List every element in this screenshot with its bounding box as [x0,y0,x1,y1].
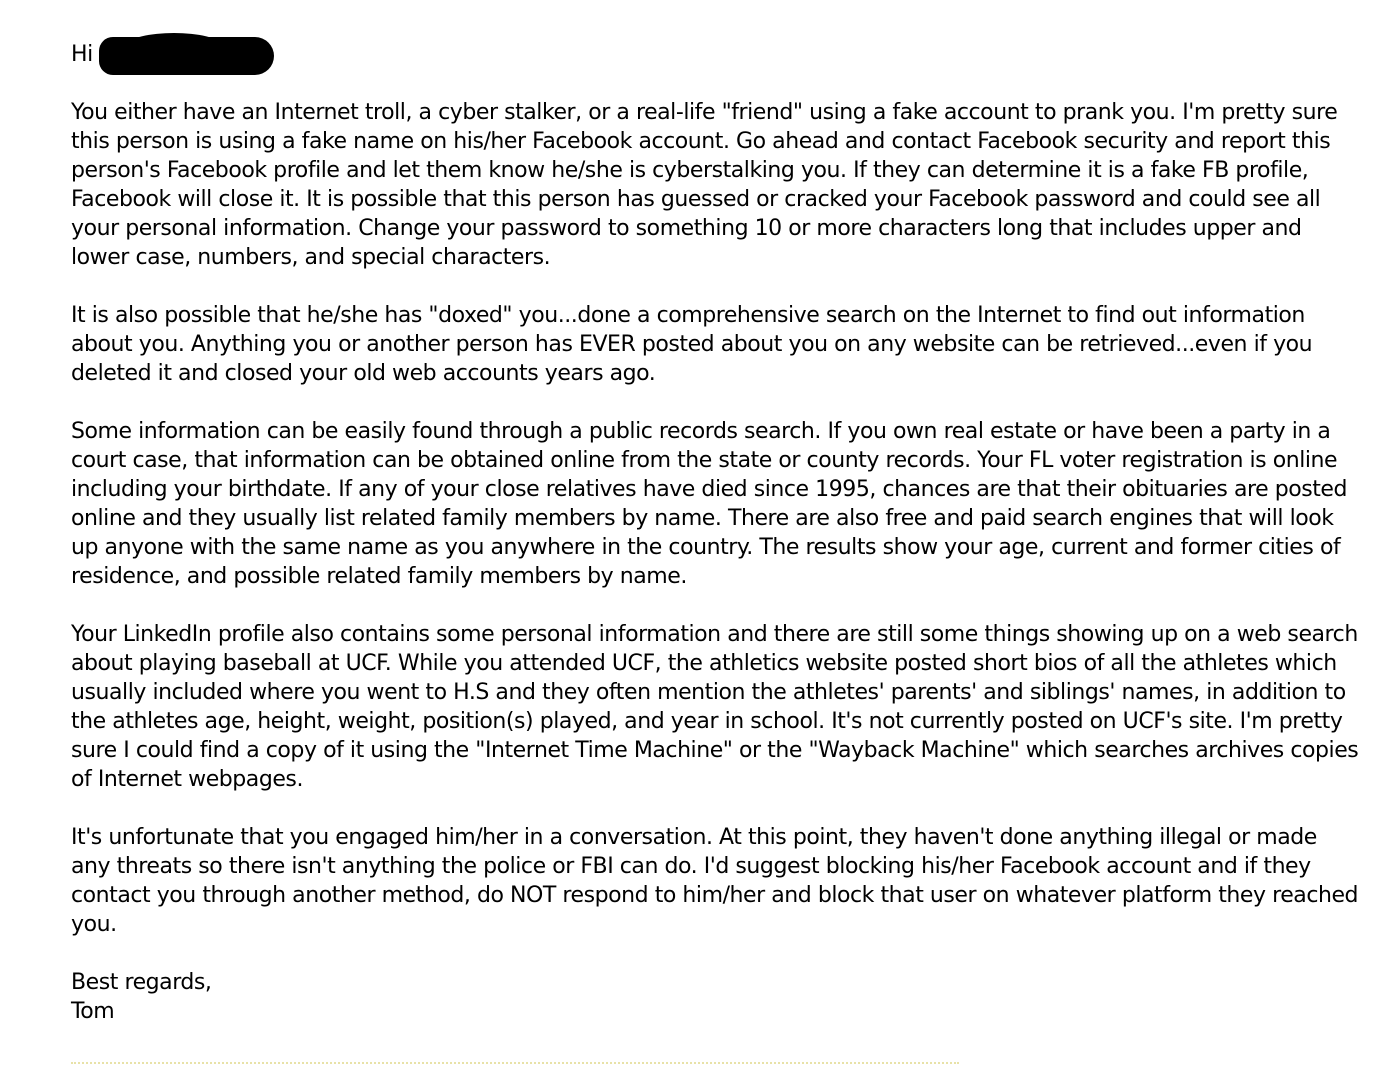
signature-name: Tom [71,999,115,1024]
paragraph-public-records: Some information can be easily found through a public records search. If you own real estate or have been a party in a court case, that information can be obtained online from the state or county records. Your FL voter registration is online including your birthdate. If any of your close relatives have died since 1995, chances are that their obituaries are posted online and they usually list related family members by name. There are also free and paid search engines that will look up anyone with the same name as you anywhere in the country. The results show your age, current and former cities of residence, and possible related family members by name. [71,419,1348,589]
paragraph-linkedin-ucf: Your LinkedIn profile also contains some personal information and there are still some things showing up on a web search about playing baseball at UCF. While you attended UCF, the athletics website posted short bios of all the athletes which usually included where you went to H.S and they often mention the athletes' parents' and siblings' names, in addition to the athletes age, height, weight, position(s) played, and year in school. It's not currently posted on UCF's site. I'm pretty sure I could find a copy of it using the "Internet Time Machine" or the "Wayback Machine" which searches archives copies of Internet webpages. [71,622,1359,792]
dotted-divider [71,1062,959,1064]
greeting-line [71,40,1371,69]
paragraph-advice: It's unfortunate that you engaged him/her in a conversation. At this point, they haven't done anything illegal or made any threats so there isn't anything the police or FBI can do. I'd suggest blocking his/her Facebook account and if they contact you through another method, do NOT respond to him/her and block that user on whatever platform they reached you. [71,825,1359,937]
email-body [71,40,1371,1026]
redacted-name-scribble [99,37,274,75]
greeting-text: Hi [71,42,93,67]
paragraph-doxed: It is also possible that he/she has "doxed" you...done a comprehensive search on the Internet to find out information about you. Anything you or another person has EVER posted about you on any website can be retrieved...even if you deleted it and closed your old web accounts years ago. [71,303,1313,386]
closing-text: Best regards, [71,970,212,995]
signoff [71,968,1371,1026]
paragraph-fake-account: You either have an Internet troll, a cyber stalker, or a real-life "friend" using a fake account to prank you. I'm pretty sure this person is using a fake name on his/her Facebook account. Go ahead and contact Facebook security and report this person's Facebook profile and let them know he/she is cyberstalking you. If they can determine it is a fake FB profile, Facebook will close it. It is possible that this person has guessed or cracked your Facebook password and could see all your personal information. Change your password to something 10 or more characters long that includes upper and lower case, numbers, and special characters. [71,100,1338,270]
